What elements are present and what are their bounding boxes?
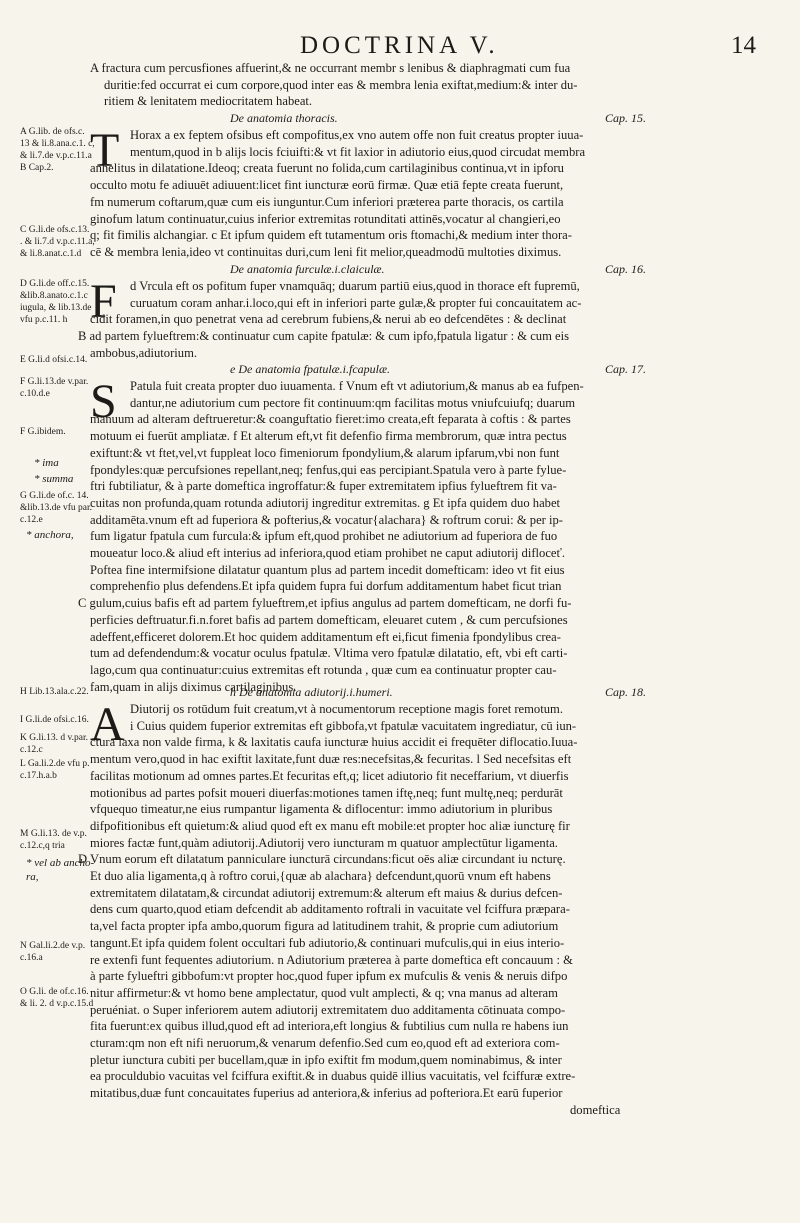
text-line: i Cuius quidem fuperior extremitas eft gibbofa,vt fpatulæ vacuitatem ingrediatur, cū iun- (130, 718, 577, 733)
text-line: motionibus ad partes pofsit moueri diuerfas:motiones tamen iftę,neq; funt multę,neq; perdurāt (90, 785, 563, 800)
text-line: Poftea fine intermifsione dilatatur quantum plus ad partem incedit domefticam: ideo vt fit eius (90, 562, 565, 577)
text-line: difpofitionibus eft quietum:& aliud quod eft ex manu eft mobile:et propter hoc aliæ iuncturę fir (90, 818, 570, 833)
drop-cap: S (90, 375, 117, 428)
section-spatula (78, 361, 678, 695)
section-heading (90, 684, 678, 701)
margin-note-line: * anchora, (26, 529, 74, 541)
margin-note-line: O G.li. de of.c.16. (20, 987, 89, 997)
text-line: D Vnum eorum eft dilatatum panniculare iuncturā circundans:ficut oēs aliæ circundant iu ncturę. (78, 852, 566, 867)
section-heading (90, 361, 678, 378)
section-heading (90, 110, 678, 127)
chapter-label: Cap. 17. (604, 362, 646, 376)
text-line: ambobus,adiutorium. (90, 345, 198, 360)
margin-note-line: c.16.a (20, 953, 43, 963)
text-line: nitur affirmetur:& vt homo bene amplectatur, quod vult amplecti, & q; vna manus ad alteram (90, 985, 558, 1000)
margin-note-line: &lib.13.de vfu par. (20, 503, 93, 513)
margin-note-line: I G.li.de ofsi.c.16. (20, 715, 89, 725)
text-line: cuitas non profunda,quam rotunda adiutorij ingreditur extremitas. g Et ipfa quidem duo habet (90, 495, 561, 510)
text-line: comprehenfio plus defendens.Et ipfa quidem fupra fui dorfum additamentum habet ficut trian (90, 579, 562, 594)
section-body (78, 275, 678, 362)
margin-note-line: &lib.8.anato.c.1.c (20, 291, 88, 301)
section-heading (90, 261, 678, 278)
chapter-label: Cap. 18. (604, 685, 646, 699)
margin-note-line: H Lib.13.ala.c.22. (20, 687, 89, 697)
text-line: ctura laxa non valde firma, k & laxitatis caufa iuncturæ huius accidit ei frequēter diflocatio.Iuua- (90, 735, 578, 750)
margin-note-line: L Ga.li.2.de vfu p. (20, 759, 90, 769)
section-furcula (78, 261, 678, 362)
text-line: additamēta.vnum eft ad fuperiora & pofterius,& vocatur{alachara} & roftrum corui: & per ip- (90, 512, 563, 527)
page-number: 14 (731, 32, 756, 59)
margin-note-line: E G.li.d ofsi.c.14. (20, 355, 88, 365)
text-line: fum ligatur fpatula cum furcula:& ipfum eft,quod prohibet ne adiutorium ad fuperiora de fuo (90, 529, 558, 544)
text-line: ta,vel facta propter ipfa ambo,quorum figura ad latitudinem trahit, & proprie cum adiutorium (90, 919, 559, 934)
text-line: fita fuerunt:ex quibus illud,quod eft ad interiora,eft longius & fubtilius cum nulla re habens iun (90, 1019, 569, 1034)
text-line: B ad partem fylueftrem:& continuatur cum capite fpatulæ: & cum ipfo,fpatula ligatur : & cum eis (78, 329, 570, 344)
margin-note-line: A G.lib. de ofs.c. (20, 127, 85, 137)
text-line: motuum ei fuerūt ampliatæ. f Et alterum eft,vt fit defenfio firma membrorum, quæ intra pectus (90, 429, 567, 444)
margin-note-line: & li.7.de v.p.c.11.a (20, 151, 92, 161)
text-line: tangunt.Et ipfa quidem folent occultari fub adiutorio,& continuari mufculis,qui in eius interio- (90, 935, 565, 950)
section-body (78, 375, 678, 695)
margin-note-line: F G.li.13.de v.par. (20, 377, 89, 387)
text-line: ea proculdubio vacuitas vel fciffura exiftit.& in duabus quidē illius vacuitatis, vel fciffuræ extre- (90, 1069, 576, 1084)
intro-paragraph (90, 60, 678, 110)
margin-note-line: vfu p.c.11. h (20, 315, 68, 325)
text-line: d Vrcula eft os pofitum fuper vnamquāq; duarum partiū eius,quod in thorace eft fupremū, (130, 279, 580, 293)
text-line: fm numerum coftarum,quæ cum eis iunguntur.Cum inferiori præterea parte thoracis, os cartila (90, 194, 564, 209)
margin-note-line: * ima (34, 457, 59, 469)
margin-note-line: D G.li.de off.c.15. (20, 279, 90, 289)
drop-cap: T (90, 124, 120, 177)
text-line: Et duo alia ligamenta,q à roftro corui,{quæ ab alachara} defcendunt,quorū vnum eft habens (90, 869, 551, 884)
margin-note-line: & li. 2. d v.p.c.15.d (20, 999, 94, 1009)
text-line: C gulum,cuius bafis eft ad partem fylueftrem,et ipfius angulus ad partem domefticam, ne dorfi fu- (78, 596, 572, 611)
text-line: dantur,ne adiutorium cum pectore fit continuum:qm facilitas motus vniufcuiufq; duarum (130, 395, 576, 410)
margin-note-line: K G.li.13. d v.par. (20, 733, 88, 743)
margin-note-line: M G.li.13. de v.p. (20, 829, 87, 839)
text-line: à parte fylueftri gibbofum:vt propter hoc,quod fuper ipfum ex mufculis & venis & neruis difpo (90, 969, 568, 984)
text-line: vfquequo timeatur,ne eius rumpantur ligamenta & diflocentur: immo adiutorium in pluribus (90, 802, 553, 817)
section-title: De anatomia furculæ.i.claiculæ. (230, 262, 385, 276)
margin-note-line: c.12.c (20, 745, 43, 755)
margin-note-line: C G.li.de ofs.c.13. (20, 225, 90, 235)
text-line: cidit foramen,in quo penetrat vena ad cerebrum fubiens,& nerui ab eo defcendētes : & declinat (90, 312, 567, 327)
section-title: De anatomia thoracis. (230, 111, 338, 125)
text-line: ritiem & lenitatem mediocritatem habeat. (104, 94, 313, 109)
margin-note-line: * vel ab ancho- (26, 857, 95, 869)
text-line: occulto motu fe adiuuēt adiuuent:licet fint iuncturæ eorū firmæ. Quæ etiā fepte creata fuerunt, (90, 178, 564, 193)
catchword: domeftica (570, 1102, 621, 1117)
text-line: q; fit fimilis alchangiar. c Et ipfum quidem eft tutamentum oris ftomachi,& medium inter thora- (90, 228, 572, 243)
margin-note-line: ra, (26, 871, 39, 883)
margin-note-line: 13 & li.8.ana.c.1. c, (20, 139, 95, 149)
text-line: Horax a ex feptem ofsibus eft compofitus,ex vno autem offe non fuit creatus propter iuua- (130, 128, 584, 142)
margin-note-line: N Gal.li.2.de v.p. (20, 941, 86, 951)
text-line: mitatibus,duæ funt concauitates fuperius ad anteriora,& inferius ad pofteriora.Et earū fuperior (90, 1086, 563, 1101)
text-line: anhelitus in dilatatione.Ideoq; creata fuerunt no folida,cum cartilaginibus continua,vt in ipforu (90, 161, 564, 176)
margin-note-line: G G.li.de of.c. 14. (20, 491, 89, 501)
text-line: tum ad defendendum:& vocatur oculus fpatulæ. Vltima vero fpatulæ dilatatio, eft, vbi eft carti- (90, 646, 568, 661)
text-line: manuum ad alteram deftrueretur:& coanguftatio fieret:imo creata,eft feparata à coftis : & partes (90, 412, 571, 427)
text-line: cturam:qm non eft nifi neruorum,& venarum defenfio.Sed cum eo,quod eft ad exteriora com- (90, 1036, 560, 1051)
chapter-label: Cap. 15. (604, 111, 646, 125)
chapter-label: Cap. 16. (604, 262, 646, 276)
text-line: lago,cum qua continuatur:cuius extremitas eft rotunda , quæ cum ea continuatur propter cau- (90, 662, 557, 677)
text-line: pletur iunctura cubiti per bucellam,quæ in ipfo exiftit fm modum,quem nominabimus, & inter (90, 1052, 562, 1067)
text-line: moueatur loco.& aliud eft interius ad inferiora,quod etiam prohibet ne caput adiutorij difloceť. (90, 546, 566, 561)
text-line: fpondyles:quæ percufsiones repellant,neq; fenfus,qui eas percipiant.Spatula vero à parte fylue- (90, 462, 567, 477)
margin-note-line: c.17.h.a.b (20, 771, 57, 781)
text-line: dens cum quarto,quod etiam defcendit ab additamento roftrali in vacuitate vel fciffura præpara- (90, 902, 570, 917)
section-title: e De anatomia fpatulæ.i.fcapulæ. (230, 362, 390, 376)
text-line: extremitatem dilatatam,& circundat adiutorij extremum:& alterum eft maius & durius defcen- (90, 885, 563, 900)
page-header (300, 32, 780, 62)
section-humerus (78, 684, 678, 1119)
margin-note-line: c.12.c,q tria (20, 841, 65, 851)
text-line: peruéniat. o Super inferiorem autem adiutorij extremitatem duo additamenta cōtinuata compo- (90, 1002, 566, 1017)
text-line: re extenfi funt fequentes adiutorium. n Adiutorium præterea à parte domeftica eft concauum : & (90, 952, 573, 967)
drop-cap: F (90, 275, 117, 328)
section-thorax (90, 110, 678, 261)
text-line: facilitas motionum ad omnes partes.Et fecuritas eft,q; licet adiutorio fit neceffarium, vt diuerfis (90, 768, 569, 783)
margin-note-line: iugula, & lib.13.de (20, 303, 92, 313)
text-line: fam,quam in alijs diximus cartilaginibus. (90, 679, 297, 694)
text-line: ftri fubtiliatur, & à parte domeftica ingroffatur:& fuper extremitatem ipfius fylueftrem fit va- (90, 479, 557, 494)
text-line: A fractura cum percusfiones affuerint,& ne occurrant membr s lenibus & diaphragmati cum fua (90, 61, 571, 75)
section-body (90, 124, 678, 261)
running-title: DOCTRINA V. (300, 32, 499, 59)
text-line: perficies deftruatur.fi.n.foret bafis ad partem domefticam, eleuaret cutem , & cum percufsiones (90, 612, 568, 627)
drop-cap: A (90, 698, 125, 751)
margin-note-line: * summa (34, 473, 74, 485)
section-title: h De anatomia adiutorij.i.humeri. (230, 685, 393, 699)
margin-note-line: & li.8.anat.c.1.d (20, 249, 82, 259)
text-line: exiftunt:& vt ftet,vel,vt fuppleat loco fimeniorum fpondylium,& alarum ipfarum,vbi non funt (90, 445, 560, 460)
section-body (78, 698, 678, 1119)
text-line: ginofum latum continuatur,cuius inferior extremitas rotunditati attinēs,vocatur al changieri,eo (90, 211, 561, 226)
margin-note-line: B Cap.2. (20, 163, 54, 173)
text-line: Patula fuit creata propter duo iuuamenta. f Vnum eft vt adiutorium,& manus ab ea fufpen- (130, 379, 584, 393)
margin-note-line: . & li.7.d v.p.c.11.a, (20, 237, 95, 247)
main-text (78, 60, 678, 1190)
text-line: mentum,quod in b alijs locis fciuifti:& vt fit laxior in adiutorio eius,quod circudat membra (130, 144, 586, 159)
text-line: adeffent,efficeret dolorem.Et hoc quidem additamentum eft ei,ficut fimenia fpondylibus crea- (90, 629, 561, 644)
margin-note-line: c.12.e (20, 515, 43, 525)
text-line: cē & membra lenia,ideo vt continuitas duri,cum leni fit melior,queadmodū multoties diximus. (90, 244, 562, 259)
text-line: miores factæ funt,quàm adiutorij.Adiutorij vero iuncturam m quatuor amplectūtur ligamenta. (90, 835, 558, 850)
margin-note-line: c.10.d.e (20, 389, 50, 399)
text-line: curuatum coram anhar.i.loco,qui eft in inferiori parte gulæ,& propter fui concauitatem ac- (130, 295, 582, 310)
text-line: duritie:fed occurrat ei cum corpore,quod inter eas & membra lenia exiftat,medium:& inter du- (104, 77, 578, 92)
text-line: Diutorij os rotūdum fuit creatum,vt à nocumentorum receptione magis foret remotum. (130, 702, 563, 716)
text-line: mentum vero,quod in hac exiftit laxitate,funt duæ res:necefsitas,& fecuritas. l Sed necefsitas eft (90, 752, 572, 767)
margin-note-line: F G.ibidem. (20, 427, 66, 437)
